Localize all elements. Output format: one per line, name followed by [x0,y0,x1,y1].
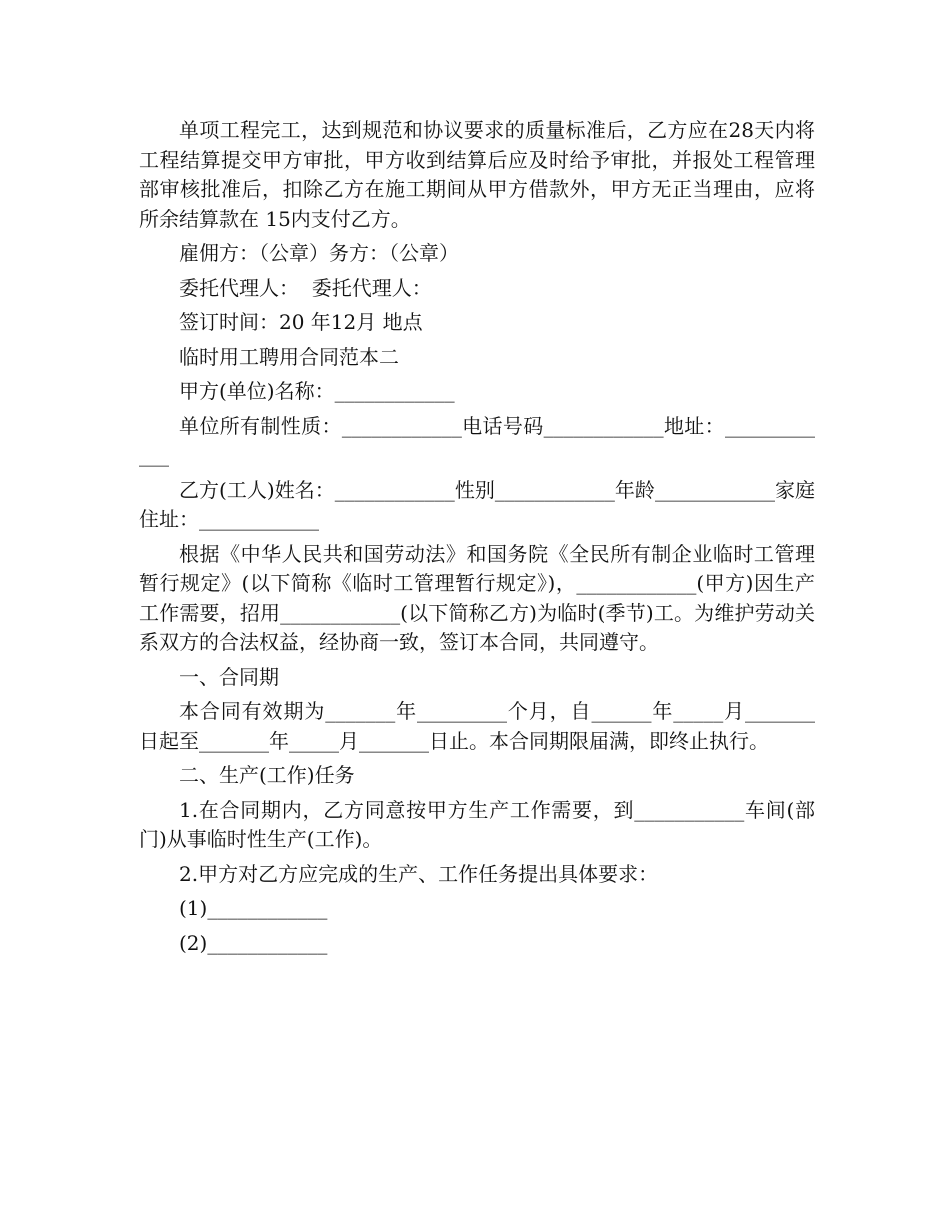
paragraph-validity-period: 本合同有效期为_______年_________个月，自______年_____月_______日起至_______年_____月_______日止。本合同期限届满，即终止执行。 [139,699,815,753]
paragraph-signing-date: 签订时间：20 年12月 地点 [179,310,423,334]
paragraph-ownership-nature: 单位所有制性质：____________电话号码____________地址：____________ [139,413,815,467]
paragraph-seal-line: 雇佣方：（公章）务方：（公章） [179,241,459,265]
list-item-2: (2)____________ [179,930,328,955]
paragraph-legal-basis: 根据《中华人民共和国劳动法》和国务院《全民所有制企业临时工管理暂行规定》(以下简称《临时工管理暂行规定》)，____________(甲方)因生产工作需要，招用____________(以下简称乙方)为临时(季节)工。为维护劳动关系双方的合法权益，经协商一致，签订本合同，共同遵守。 [139,541,815,654]
paragraph-party-a-name: 甲方(单位)名称：____________ [179,379,455,403]
paragraph-task-1: 1.在合同期内，乙方同意按甲方生产工作需要，到___________车间(部门)从事临时性生产(工作)。 [139,797,815,851]
paragraph-settlement: 单项工程完工，达到规范和协议要求的质量标准后，乙方应在28天内将工程结算提交甲方审批，甲方收到结算后应及时给予审批，并报处工程管理部审核批准后，扣除乙方在施工期间从甲方借款外，甲方无正当理由，应将所余结算款在 15内支付乙方。 [139,118,815,231]
section-title-template-two: 临时用工聘用合同范本二 [179,344,399,369]
heading-contract-period: 一、合同期 [179,664,279,689]
paragraph-agent-line: 委托代理人： 委托代理人： [179,275,432,300]
paragraph-party-b-info: 乙方(工人)姓名：____________性别____________年龄____________家庭住址：____________ [139,477,815,531]
heading-production-tasks: 二、生产(工作)任务 [179,763,355,787]
list-item-1: (1)____________ [179,896,328,920]
document-body [139,116,815,958]
paragraph-task-2: 2.甲方对乙方应完成的生产、工作任务提出具体要求： [179,861,659,886]
